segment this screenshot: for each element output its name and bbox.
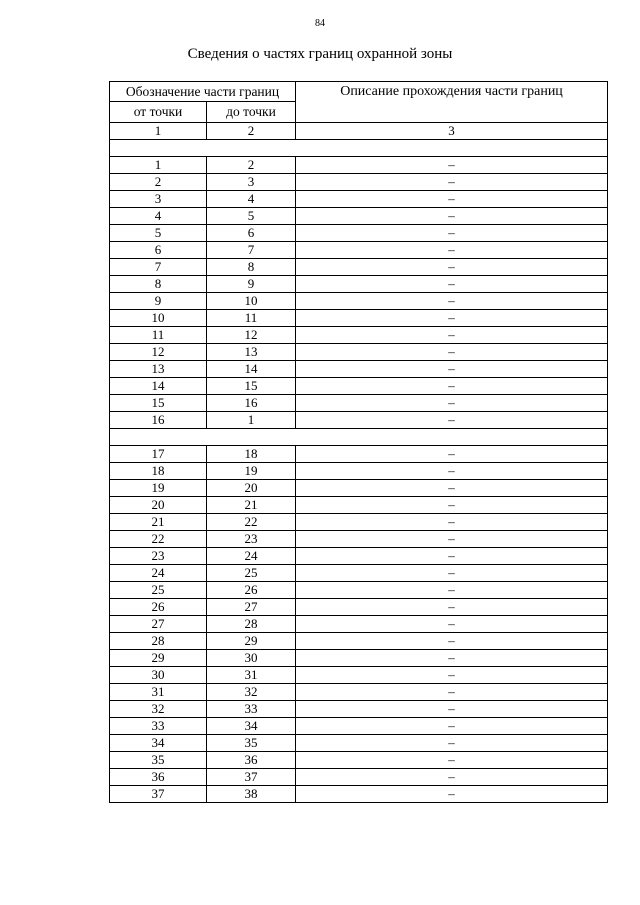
from-point-cell: 19 [110,480,207,497]
to-point-cell: 26 [207,582,296,599]
from-point-cell: 8 [110,276,207,293]
table-row [110,208,608,225]
from-point-cell: 25 [110,582,207,599]
from-point-cell: 12 [110,344,207,361]
from-point-cell: 15 [110,395,207,412]
description-cell: – [296,650,608,667]
from-point-cell: 37 [110,786,207,803]
to-point-cell: 22 [207,514,296,531]
to-point-cell: 13 [207,344,296,361]
from-point-cell: 5 [110,225,207,242]
description-cell: – [296,395,608,412]
table-row [110,633,608,650]
description-cell: – [296,412,608,429]
description-cell: – [296,480,608,497]
column-number: 3 [296,123,608,140]
from-point-cell: 13 [110,361,207,378]
from-point-cell: 29 [110,650,207,667]
column-number: 1 [110,123,207,140]
table-row [110,718,608,735]
description-cell: – [296,361,608,378]
from-point-cell: 16 [110,412,207,429]
from-point-header: от точки [110,102,207,123]
table-row [110,463,608,480]
table-row [110,599,608,616]
section-separator-row [110,429,608,446]
table-row [110,650,608,667]
description-cell: – [296,208,608,225]
to-point-cell: 16 [207,395,296,412]
description-cell: – [296,310,608,327]
table-row [110,582,608,599]
table-row [110,667,608,684]
description-cell: – [296,446,608,463]
table-row [110,191,608,208]
from-point-cell: 9 [110,293,207,310]
section-separator-cell [110,140,608,157]
table-row [110,616,608,633]
description-cell: – [296,497,608,514]
from-point-cell: 10 [110,310,207,327]
table-row [110,446,608,463]
description-cell: – [296,276,608,293]
from-point-cell: 2 [110,174,207,191]
from-point-cell: 17 [110,446,207,463]
from-point-cell: 7 [110,259,207,276]
to-point-cell: 28 [207,616,296,633]
to-point-cell: 8 [207,259,296,276]
to-point-cell: 31 [207,667,296,684]
table-row [110,361,608,378]
from-point-cell: 24 [110,565,207,582]
to-point-cell: 35 [207,735,296,752]
to-point-cell: 18 [207,446,296,463]
from-point-cell: 35 [110,752,207,769]
table-row [110,786,608,803]
from-point-cell: 14 [110,378,207,395]
table-row [110,412,608,429]
to-point-cell: 2 [207,157,296,174]
table-row [110,735,608,752]
description-cell: – [296,225,608,242]
table-row [110,548,608,565]
description-cell: – [296,599,608,616]
to-point-cell: 3 [207,174,296,191]
from-point-cell: 34 [110,735,207,752]
description-cell: – [296,769,608,786]
table-row [110,225,608,242]
description-cell: – [296,378,608,395]
from-point-cell: 20 [110,497,207,514]
section-separator-cell [110,429,608,446]
section-separator-row [110,140,608,157]
description-cell: – [296,616,608,633]
table-row [110,497,608,514]
from-point-cell: 1 [110,157,207,174]
to-point-cell: 25 [207,565,296,582]
from-point-cell: 30 [110,667,207,684]
boundary-table-body [110,82,608,803]
description-cell: – [296,327,608,344]
table-row [110,344,608,361]
to-point-cell: 37 [207,769,296,786]
description-cell: – [296,735,608,752]
from-point-cell: 33 [110,718,207,735]
from-point-cell: 18 [110,463,207,480]
table-row [110,293,608,310]
table-row [110,565,608,582]
description-cell: – [296,718,608,735]
description-cell: – [296,293,608,310]
description-cell: – [296,633,608,650]
column-number: 2 [207,123,296,140]
table-row [110,327,608,344]
table-row [110,701,608,718]
table-row [110,531,608,548]
to-point-cell: 30 [207,650,296,667]
to-point-cell: 4 [207,191,296,208]
from-point-cell: 22 [110,531,207,548]
boundary-table [109,81,608,803]
to-point-cell: 9 [207,276,296,293]
table-row [110,378,608,395]
description-cell: – [296,548,608,565]
to-point-cell: 1 [207,412,296,429]
description-cell: – [296,514,608,531]
description-cell: – [296,242,608,259]
document-title: Сведения о частях границ охранной зоны [187,46,453,62]
from-point-cell: 3 [110,191,207,208]
description-cell: – [296,565,608,582]
table-row [110,395,608,412]
table-row [110,242,608,259]
from-point-cell: 6 [110,242,207,259]
table-row [110,514,608,531]
to-point-cell: 20 [207,480,296,497]
table-row [110,480,608,497]
description-cell: – [296,157,608,174]
table-row [110,157,608,174]
to-point-cell: 33 [207,701,296,718]
description-cell: – [296,786,608,803]
description-header: Описание прохождения части границ [296,82,608,123]
to-point-cell: 15 [207,378,296,395]
to-point-cell: 11 [207,310,296,327]
table-row [110,276,608,293]
description-cell: – [296,667,608,684]
from-point-cell: 27 [110,616,207,633]
description-cell: – [296,463,608,480]
description-cell: – [296,191,608,208]
table-row [110,769,608,786]
description-cell: – [296,531,608,548]
to-point-cell: 14 [207,361,296,378]
description-cell: – [296,259,608,276]
from-point-cell: 36 [110,769,207,786]
to-point-cell: 21 [207,497,296,514]
to-point-cell: 38 [207,786,296,803]
to-point-cell: 5 [207,208,296,225]
from-point-cell: 23 [110,548,207,565]
to-point-header: до точки [207,102,296,123]
description-cell: – [296,174,608,191]
to-point-cell: 34 [207,718,296,735]
table-row [110,752,608,769]
to-point-cell: 7 [207,242,296,259]
description-cell: – [296,582,608,599]
to-point-cell: 24 [207,548,296,565]
to-point-cell: 12 [207,327,296,344]
to-point-cell: 29 [207,633,296,650]
to-point-cell: 19 [207,463,296,480]
from-point-cell: 21 [110,514,207,531]
from-point-cell: 4 [110,208,207,225]
description-cell: – [296,684,608,701]
to-point-cell: 32 [207,684,296,701]
from-point-cell: 26 [110,599,207,616]
to-point-cell: 36 [207,752,296,769]
from-point-cell: 31 [110,684,207,701]
description-cell: – [296,701,608,718]
from-point-cell: 11 [110,327,207,344]
description-cell: – [296,752,608,769]
table-row [110,684,608,701]
from-point-cell: 32 [110,701,207,718]
header-row-1 [110,82,608,102]
to-point-cell: 10 [207,293,296,310]
to-point-cell: 6 [207,225,296,242]
to-point-cell: 23 [207,531,296,548]
to-point-cell: 27 [207,599,296,616]
table-row [110,259,608,276]
table-row [110,310,608,327]
description-cell: – [296,344,608,361]
column-number-row [110,123,608,140]
table-row [110,174,608,191]
designation-header: Обозначение части границ [110,82,296,102]
from-point-cell: 28 [110,633,207,650]
page-number: 84 [315,18,325,29]
